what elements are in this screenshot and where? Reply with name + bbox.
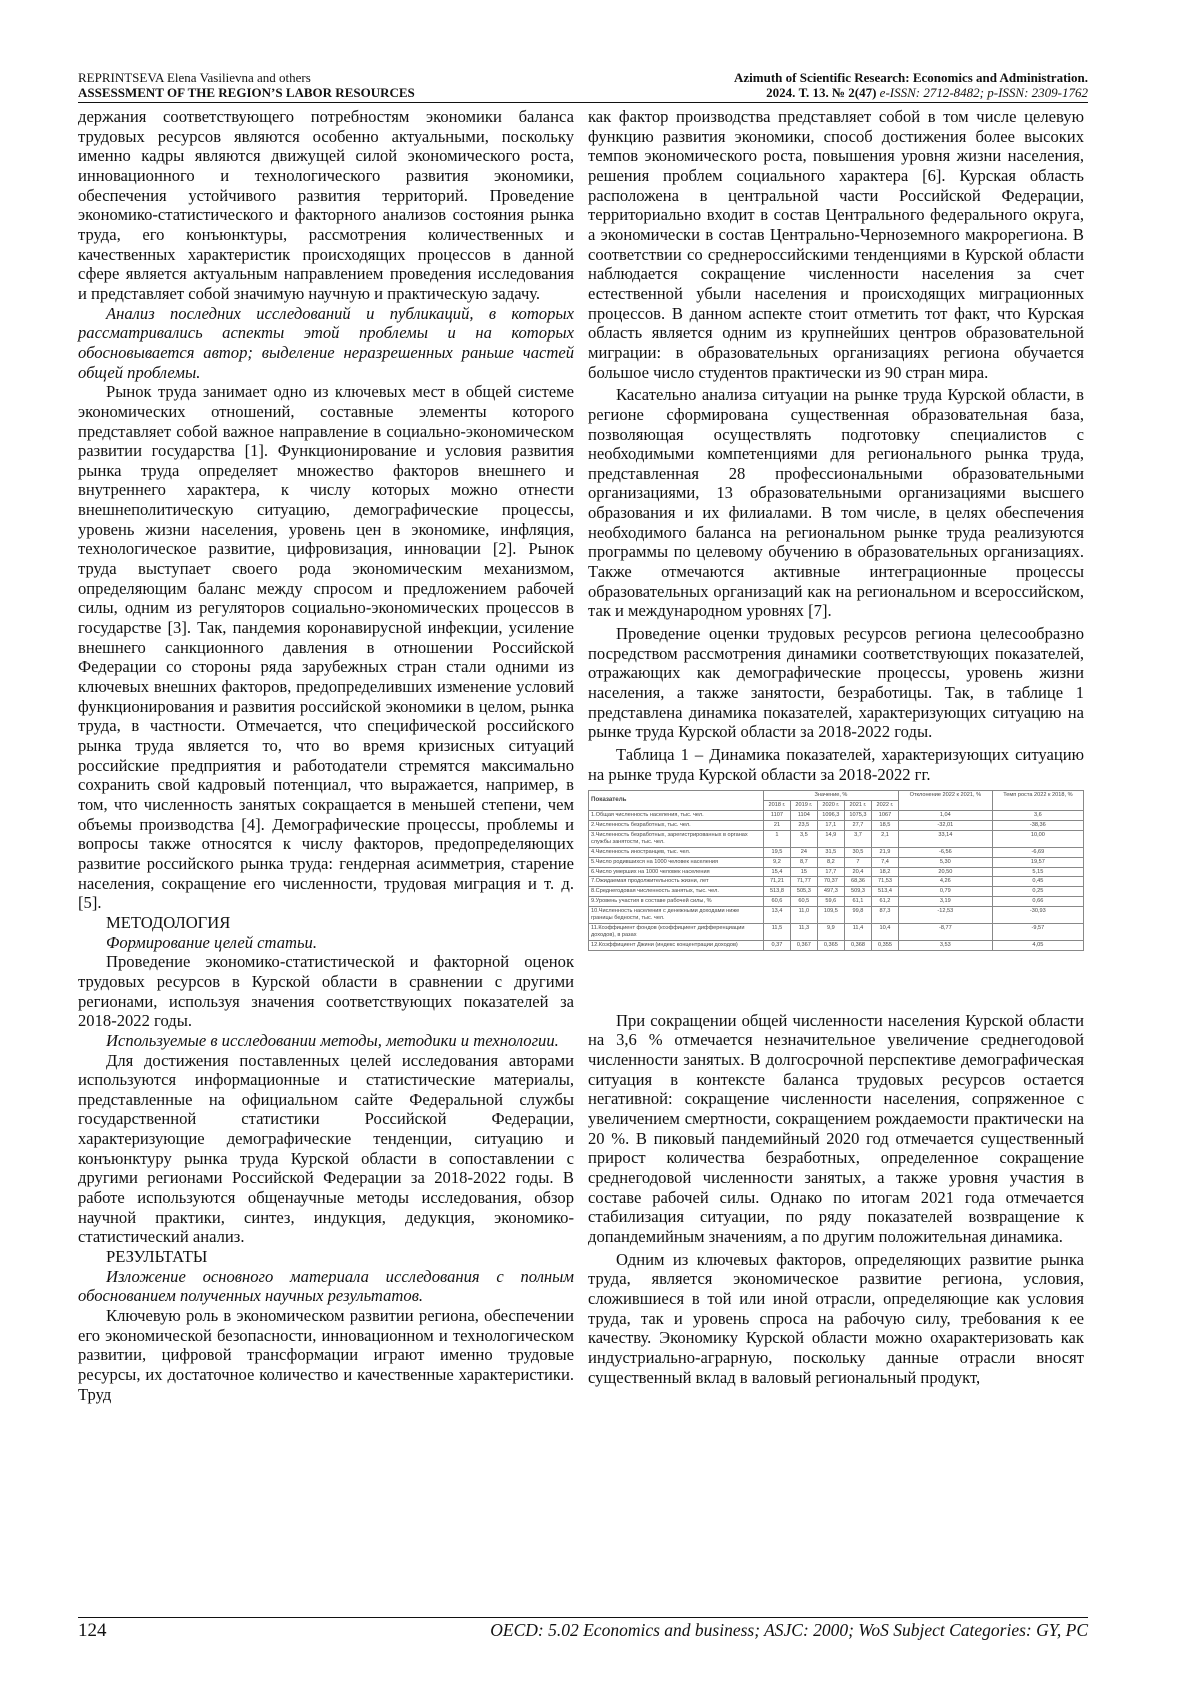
table-cell-value: 60,6 — [764, 897, 791, 907]
data-table — [588, 790, 1084, 950]
table-cell-value: 1075,3 — [844, 811, 871, 821]
section-heading-results: РЕЗУЛЬТАТЫ — [106, 1247, 208, 1267]
table-cell-indicator: 2.Численность безработных, тыс. чел. — [589, 821, 764, 831]
table-cell-value: -12,53 — [898, 907, 992, 924]
table-cell-value: 8,2 — [817, 857, 844, 867]
table-cell-value: 3,6 — [992, 811, 1083, 821]
table-cell-value: 109,5 — [817, 907, 844, 924]
left-column — [78, 107, 574, 1404]
paragraph: Рынок труда занимает одно из ключевых мест в общей системе экономических отношений, составные элементы которого представляет собой важное направление в социально-экономическом развитии государства [1]. Функционирование и условия развития рынка труда определяет множество факторов внешнего и внутреннего характера, к числу которых можно отнести внешнеполитическую ситуацию, демографические процессы, уровень жизни населения, уровень цен в экономике, инфляция, технологическое развитие, цифровизация, инновации [2]. Рынок труда выступает своего рода экономическим механизмом, определяющим баланс между спросом и предложением рабочей силы, одним из регуляторов социально-экономических процессов в государстве [3]. Так, пандемия коронавирусной инфекции, усиление внешнего санкционного давления в отношении Российской Федерации со стороны ряда зарубежных стран стали одними из ключевых внешних факторов, предопределивших изменение условий функционирования и развития российской экономики в целом, рынка труда, в частности. Отмечается, что специфической российского рынка труда является то, что во время кризисных ситуаций российские предприятия и работодатели стремятся максимально сохранить свой кадровый потенциал, что выражается, например, в том, что численность занятых сокращается в меньшей степени, чем объемы производства [4]. Демографические процессы, проблемы и вопросы также относятся к числу факторов, предопределяющих развитие российского рынка труда: гендерная асимметрия, старение населения, сокращение его численности, трудовая миграция и т. д. [5]. — [78, 382, 574, 913]
header-left — [78, 70, 415, 100]
right-column — [588, 107, 1084, 1387]
table-cell-indicator: 9.Уровень участия в составе рабочей силы, % — [589, 897, 764, 907]
table-cell-value: 497,3 — [817, 887, 844, 897]
paragraph-italic: Анализ последних исследований и публикаций, в которых рассматривались аспекты этой проблемы и на которых обосновывается автор; выделение неразрешенных раньше частей общей проблемы. — [78, 303, 574, 382]
table-cell-value: 7,4 — [872, 857, 899, 867]
table-head-indicator: Показатель — [589, 791, 764, 811]
paragraph-italic: Формирование целей статьи. — [106, 932, 317, 952]
table-cell-value: 3,5 — [790, 830, 817, 847]
table-cell-indicator: 1.Общая численность населения, тыс. чел. — [589, 811, 764, 821]
table-cell-value: 20,4 — [844, 867, 871, 877]
table-row — [589, 811, 1084, 821]
table-head-growth-rate: Темп роста 2022 к 2018, % — [992, 791, 1083, 811]
table-cell-indicator: 10.Численность населения с денежными доходами ниже границы бедности, тыс. чел. — [589, 907, 764, 924]
header-issue: 2024. Т. 13. № 2(47) — [766, 85, 877, 100]
table-cell-value: 0,368 — [844, 940, 871, 950]
table-cell-value: 513,4 — [872, 887, 899, 897]
table-cell-value: 1 — [764, 830, 791, 847]
table-head-deviation: Отклонение 2022 к 2021, % — [898, 791, 992, 811]
header-right — [734, 70, 1088, 100]
table-cell-value: 68,36 — [844, 877, 871, 887]
paragraph: Ключевую роль в экономическом развитии региона, обеспечении его экономической безопасности, инновационном и технологическом развитии, цифровой трансформации играют именно трудовые ресурсы, их достаточное количество и качественные характеристики. Труд — [78, 1306, 574, 1404]
table-cell-value: -8,77 — [898, 924, 992, 941]
table-cell-value: 0,66 — [992, 897, 1083, 907]
table-cell-value: -9,57 — [992, 924, 1083, 941]
header-journal: Azimuth of Scientific Research: Economics and Administration. — [734, 70, 1088, 85]
table-cell-value: 4,05 — [992, 940, 1083, 950]
table-cell-value: 60,5 — [790, 897, 817, 907]
table-cell-value: 21 — [764, 821, 791, 831]
table-cell-value: 0,367 — [790, 940, 817, 950]
table-head-year: 2018 г. — [764, 801, 791, 811]
table-row — [589, 907, 1084, 924]
page-number: 124 — [78, 1620, 107, 1641]
table-cell-value: 15 — [790, 867, 817, 877]
paragraph: Для достижения поставленных целей исследования авторами используются информационные и статистические материалы, представленные на официальном сайте Федеральной службы государственной статистики Российской Федерации, характеризующие демографические тенденции, ситуацию и конъюнктуру рынка труда Курской области в сопоставлении с другими регионами Российской Федерации за 2018-2022 годы. В работе используются общенаучные методы исследования, обзор научной практики, синтез, индукция, дедукция, экономико-статистический анализ. — [78, 1050, 574, 1247]
table-row — [589, 867, 1084, 877]
paragraph-italic: Изложение основного материала исследования с полным обоснованием полученных научных результатов. — [78, 1266, 574, 1306]
table-cell-value: 5,15 — [992, 867, 1083, 877]
section-heading-methodology: МЕТОДОЛОГИЯ — [106, 912, 231, 932]
table-cell-value: 70,37 — [817, 877, 844, 887]
table-cell-value: 71,77 — [790, 877, 817, 887]
table-cell-value: 513,8 — [764, 887, 791, 897]
paragraph: Проведение оценки трудовых ресурсов региона целесообразно посредством рассмотрения динамики соответствующих показателей, отражающих как демографические процессы, уровень жизни населения, а также занятости, безработицы. Так, в таблице 1 представлена динамика показателей, характеризующих ситуацию на рынке труда Курской области за 2018-2022 годы. — [588, 624, 1084, 742]
table-cell-value: 99,8 — [844, 907, 871, 924]
paragraph: как фактор производства представляет собой в том числе целевую функцию развития экономики, способ достижения более высоких темпов экономического роста, повышения уровня жизни населения, решения проблем социального характера [6]. Курская область расположена в центральной части Российской Федерации, территориально входит в состав Центрального федерального округа, а экономически в состав Центрально-Черноземного макрорегиона. В соответствии со среднероссийскими тенденциями в Курской области наблюдается сокращение численности населения за счет естественной убыли населения и происходящих миграционных процессов. В данном аспекте стоит отметить тот факт, что Курская область является одним из крупнейших центров образовательной миграции: в образовательных организациях региона обучается большое число студентов практически из 90 стран мира. — [588, 107, 1084, 382]
header-article-title: ASSESSMENT OF THE REGION’S LABOR RESOURCES — [78, 85, 415, 100]
footer-rule — [78, 1617, 1088, 1618]
table-cell-value: -38,36 — [992, 821, 1083, 831]
table-cell-value: 61,1 — [844, 897, 871, 907]
table-cell-value: 33,14 — [898, 830, 992, 847]
table-row — [589, 821, 1084, 831]
table-cell-value: -6,56 — [898, 847, 992, 857]
table-cell-value: 61,2 — [872, 897, 899, 907]
table-cell-value: 14,9 — [817, 830, 844, 847]
table-row — [589, 847, 1084, 857]
table-cell-value: 30,5 — [844, 847, 871, 857]
table-header-row — [589, 791, 1084, 801]
table-head-values: Значение, % — [764, 791, 899, 801]
table-row — [589, 877, 1084, 887]
table-cell-value: 20,50 — [898, 867, 992, 877]
table-cell-value: 1,04 — [898, 811, 992, 821]
table-cell-value: 0,355 — [872, 940, 899, 950]
paragraph: Касательно анализа ситуации на рынке труда Курской области, в регионе сформирована существенная образовательная база, позволяющая осуществлять подготовку специалистов с необходимыми компетенциями для регионального рынка труда, представленная 28 профессиональными образовательными организациями, 13 образовательными организациями высшего образования и их филиалами. В том числе, в целях обеспечения необходимого баланса на региональном рынке труда реализуются программы по целевому обучению в образовательных организациях. Также отмечаются активные интеграционные процессы образовательных организаций как на региональном и всероссийском, так и международном уровнях [7]. — [588, 385, 1084, 621]
header-authors: REPRINTSEVA Elena Vasilievna and others — [78, 70, 311, 85]
table-row — [589, 887, 1084, 897]
table-cell-value: 19,5 — [764, 847, 791, 857]
table-cell-value: 3,7 — [844, 830, 871, 847]
table-cell-value: 1067 — [872, 811, 899, 821]
table-cell-indicator: 8.Среднегодовая численность занятых, тыс. чел. — [589, 887, 764, 897]
table-body — [589, 811, 1084, 951]
table-row — [589, 857, 1084, 867]
table-cell-value: 1107 — [764, 811, 791, 821]
table-cell-value: 24 — [790, 847, 817, 857]
table-cell-value: 4,26 — [898, 877, 992, 887]
table-cell-value: -30,93 — [992, 907, 1083, 924]
table-cell-value: 19,57 — [992, 857, 1083, 867]
table-cell-value: 23,5 — [790, 821, 817, 831]
footer-classification: OECD: 5.02 Economics and business; ASJC: 2000; WoS Subject Categories: GY, PC — [490, 1620, 1088, 1640]
table-head-year: 2022 г. — [872, 801, 899, 811]
table-head-year: 2019 г. — [790, 801, 817, 811]
table-cell-value: 15,4 — [764, 867, 791, 877]
paragraph: Одним из ключевых факторов, определяющих развитие рынка труда, является экономическое развитие региона, условия, сложившиеся в той или иной отрасли, определяющие как условия труда, так и уровень спроса на рабочую силу, требования к ее качеству. Экономику Курской области можно охарактеризовать как индустриально-аграрную, поскольку данные отрасли вносят существенный вклад в валовый региональный продукт, — [588, 1249, 1084, 1387]
table-head-year: 2020 г. — [817, 801, 844, 811]
table-cell-value: 18,5 — [872, 821, 899, 831]
table-spacing — [588, 951, 1084, 1011]
table-row — [589, 924, 1084, 941]
table-cell-value: -6,69 — [992, 847, 1083, 857]
table-cell-indicator: 4.Численность иностранцев, тыс. чел. — [589, 847, 764, 857]
table-cell-value: 31,5 — [817, 847, 844, 857]
table-cell-value: 1096,3 — [817, 811, 844, 821]
table-row — [589, 897, 1084, 907]
table-cell-value: 59,6 — [817, 897, 844, 907]
table-cell-value: 10,00 — [992, 830, 1083, 847]
table-cell-value: 5,30 — [898, 857, 992, 867]
table-cell-value: 3,19 — [898, 897, 992, 907]
table-cell-value: 3,53 — [898, 940, 992, 950]
table-cell-value: 0,25 — [992, 887, 1083, 897]
table-cell-value: 0,79 — [898, 887, 992, 897]
table-cell-value: 21,9 — [872, 847, 899, 857]
table-cell-value: 11,0 — [790, 907, 817, 924]
table-row — [589, 830, 1084, 847]
table-cell-value: 17,1 — [817, 821, 844, 831]
table-cell-value: 11,5 — [764, 924, 791, 941]
paragraph: При сокращении общей численности населения Курской области на 3,6 % отмечается незначительное увеличение среднегодовой численности занятых. В долгосрочной перспективе демографическая ситуация в контексте баланса трудовых ресурсов остается негативной: сокращение численности населения, сопряженное с увеличением смертности, сокращением рождаемости практически на 20 %. В пиковый пандемийный 2020 год отмечается существенный прирост количества безработных, определенное сокращение среднегодовой численности занятых, а также уровня участия в составе рабочей силы. Однако по итогам 2021 года отмечается стабилизация ситуации, по ряду показателей возвращение к допандемийным значениям, а по другим положительная динамика. — [588, 1010, 1084, 1246]
table-row — [589, 940, 1084, 950]
table-cell-value: 1104 — [790, 811, 817, 821]
table-cell-value: 27,7 — [844, 821, 871, 831]
paragraph: Проведение экономико-статистической и факторной оценок трудовых ресурсов в Курской области в сравнении с другими регионами, используя значения соответствующих показателей за 2018-2022 годы. — [78, 952, 574, 1031]
table-cell-indicator: 5.Число родившихся на 1000 человек населения — [589, 857, 764, 867]
table-cell-value: 9,9 — [817, 924, 844, 941]
table-cell-value: 509,3 — [844, 887, 871, 897]
table-cell-value: 0,37 — [764, 940, 791, 950]
paragraph: держания соответствующего потребностям экономики баланса трудовых ресурсов являются особенно актуальными, поскольку именно кадры являются движущей силой экономического роста, инновационного и технологического развития экономики, обеспечения устойчивого развития территорий. Проведение экономико-статистического и факторного анализов состояния рынка труда, его конъюнктуры, рассмотрения количественных и качественных характеристик происходящих процессов в данной сфере является актуальным направлением проведения исследования и представляет собой значимую научную и практическую задачу. — [78, 107, 574, 303]
table-cell-value: 11,3 — [790, 924, 817, 941]
table-cell-value: 11,4 — [844, 924, 871, 941]
paragraph-italic: Используемые в исследовании методы, методики и технологии. — [106, 1030, 559, 1050]
table-cell-value: 9,2 — [764, 857, 791, 867]
table-cell-indicator: 3.Численность безработных, зарегистрированных в органах службы занятости, тыс. чел. — [589, 830, 764, 847]
table-cell-value: 0,45 — [992, 877, 1083, 887]
table-cell-value: 10,4 — [872, 924, 899, 941]
table-cell-value: 13,4 — [764, 907, 791, 924]
table-cell-value: -32,01 — [898, 821, 992, 831]
table-cell-value: 18,2 — [872, 867, 899, 877]
table-cell-value: 0,365 — [817, 940, 844, 950]
table-cell-value: 71,21 — [764, 877, 791, 887]
table-cell-indicator: 7.Ожидаемая продолжительность жизни, лет — [589, 877, 764, 887]
table-cell-indicator: 12.Коэффициент Джини (индекс концентрации доходов) — [589, 940, 764, 950]
table-caption: Таблица 1 – Динамика показателей, характеризующих ситуацию на рынке труда Курской области за 2018-2022 гг. — [588, 745, 1084, 784]
table-cell-value: 71,53 — [872, 877, 899, 887]
table-head-year: 2021 г. — [844, 801, 871, 811]
header-issn: e-ISSN: 2712-8482; p-ISSN: 2309-1762 — [879, 85, 1088, 100]
table-cell-value: 87,3 — [872, 907, 899, 924]
table-cell-value: 7 — [844, 857, 871, 867]
table-cell-indicator: 11.Коэффициент фондов (коэффициент дифференциации доходов), в разах — [589, 924, 764, 941]
table-cell-value: 8,7 — [790, 857, 817, 867]
table-cell-value: 505,3 — [790, 887, 817, 897]
table-cell-indicator: 6.Число умерших на 1000 человек населения — [589, 867, 764, 877]
table-cell-value: 2,1 — [872, 830, 899, 847]
table-cell-value: 17,7 — [817, 867, 844, 877]
header-rule — [78, 102, 1088, 103]
